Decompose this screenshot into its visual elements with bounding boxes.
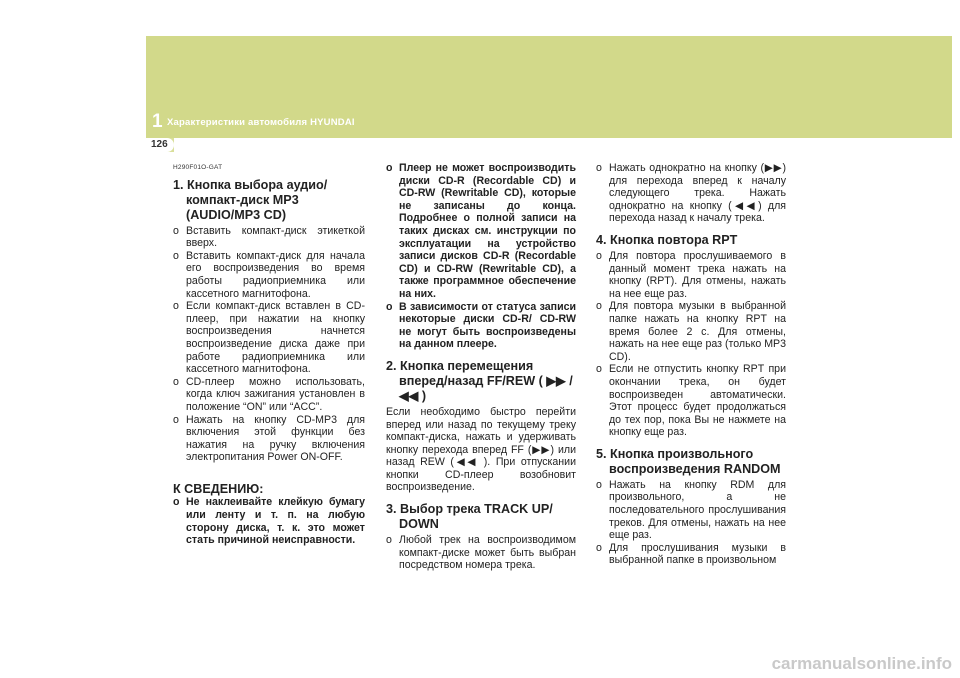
warning-item: o Не наклеивайте клейкую бумагу или ленту и т. п. на любую сторону диска, т. к. это может стать причиной неисправности. — [173, 496, 365, 547]
column-1 — [173, 162, 365, 547]
warning-title: К СВЕДЕНИЮ: — [173, 481, 264, 496]
list-item: o Любой трек на воспроизводимом компакт-диске может быть выбран посредством номера трека. — [386, 534, 576, 572]
list-item: o Если не отпустить кнопку RPT при окончании трека, он будет воспроизведен автоматически. Этот процесс будет продолжаться до тех пор, пока Вы не нажмете на кнопку еще раз. — [596, 363, 786, 439]
heading-ff-rew: 2. Кнопка перемещения вперед/назад FF/REW ( ▶▶ / ◀◀ ) — [386, 358, 573, 403]
heading-audio-mp3: 1. Кнопка выбора аудио/компакт-диск MP3 (AUDIO/MP3 CD) — [173, 177, 328, 222]
chapter-title: Характеристики автомобиля HYUNDAI — [167, 117, 355, 128]
list-item: o Вставить компакт-диск этикеткой вверх. — [173, 224, 365, 250]
list-item: o Вставить компакт-диск для начала его воспроизведения во время работы радиоприемника или кассетного магнитофона. — [173, 249, 365, 300]
list-item: o Нажать на кнопку RDM для произвольного, а не последовательного прослушивания треков. Для отмены, нажать на нее еще раз. — [596, 478, 786, 542]
list-item: o Если компакт-диск вставлен в CD-плеер, при нажатии на кнопку воспроизведения начнется воспроизведение диска даже при работе радиоприемника или кассетного магнитофона. — [173, 300, 365, 376]
column-3 — [596, 162, 786, 567]
list-item: o Нажать однократно на кнопку (▶▶) для перехода вперед к началу следующего трека. Нажать однократно на кнопку (◀◀) для перехода назад к началу трека. — [596, 162, 786, 225]
section-code: H290F01O-GAT — [173, 164, 223, 171]
list-item: o Нажать на кнопку CD-MP3 для включения этой функции без нажатия на ручку включения электропитания Power ON-OFF. — [173, 413, 365, 464]
list-item: o Для повтора музыки в выбранной папке нажать на кнопку RPT на время более 2 с. Для отмены, нажать на нее еще раз (только MP3 CD). — [596, 300, 786, 363]
page-number: 126 — [151, 139, 168, 150]
paragraph-ff-rew: Если необходимо быстро перейти вперед или назад по текущему треку компакт-диска, нажать и удерживать кнопку перехода вперед FF (▶▶) или назад REW (◀◀ ). При отпускании кнопки CD-плеер возобновит воспроизведение. — [386, 405, 576, 494]
list-item: o CD-плеер можно использовать, когда ключ зажигания установлен в положение “ON” или “ACC”. — [173, 375, 365, 413]
list-item: o Плеер не может воспроизводить диски CD-R (Recordable CD) и CD-RW (Rewritable CD), которые не записаны до конца. Подробнее о полной записи на таких дисках см. инструкции по эксплуатации на устройство записи дисков CD-R (Recordable CD) и CD-RW (Rewritable CD), а также программное обеспечение на них. — [386, 162, 576, 300]
watermark[interactable]: carmanualsonline.info — [771, 654, 952, 673]
list-item: o Для прослушивания музыки в выбранной папке в произвольном — [596, 541, 786, 567]
heading-track: 3. Выбор трека TRACK UP/ DOWN — [386, 502, 553, 532]
column-2 — [386, 162, 576, 572]
chapter-number: 1 — [152, 111, 163, 132]
heading-random: 5. Кнопка произвольного воспроизведения RANDOM — [596, 446, 781, 476]
list-item: o Для повтора прослушиваемого в данный момент трека нажать на кнопку (RPT). Для отмены, нажать на нее еще раз. — [596, 249, 786, 300]
page-body-margin — [146, 152, 174, 654]
heading-rpt: 4. Кнопка повтора RPT — [596, 232, 738, 247]
list-item: o В зависимости от статуса записи некоторые диски CD-R/ CD-RW не могут быть воспроизведены на данном плеере. — [386, 300, 576, 351]
